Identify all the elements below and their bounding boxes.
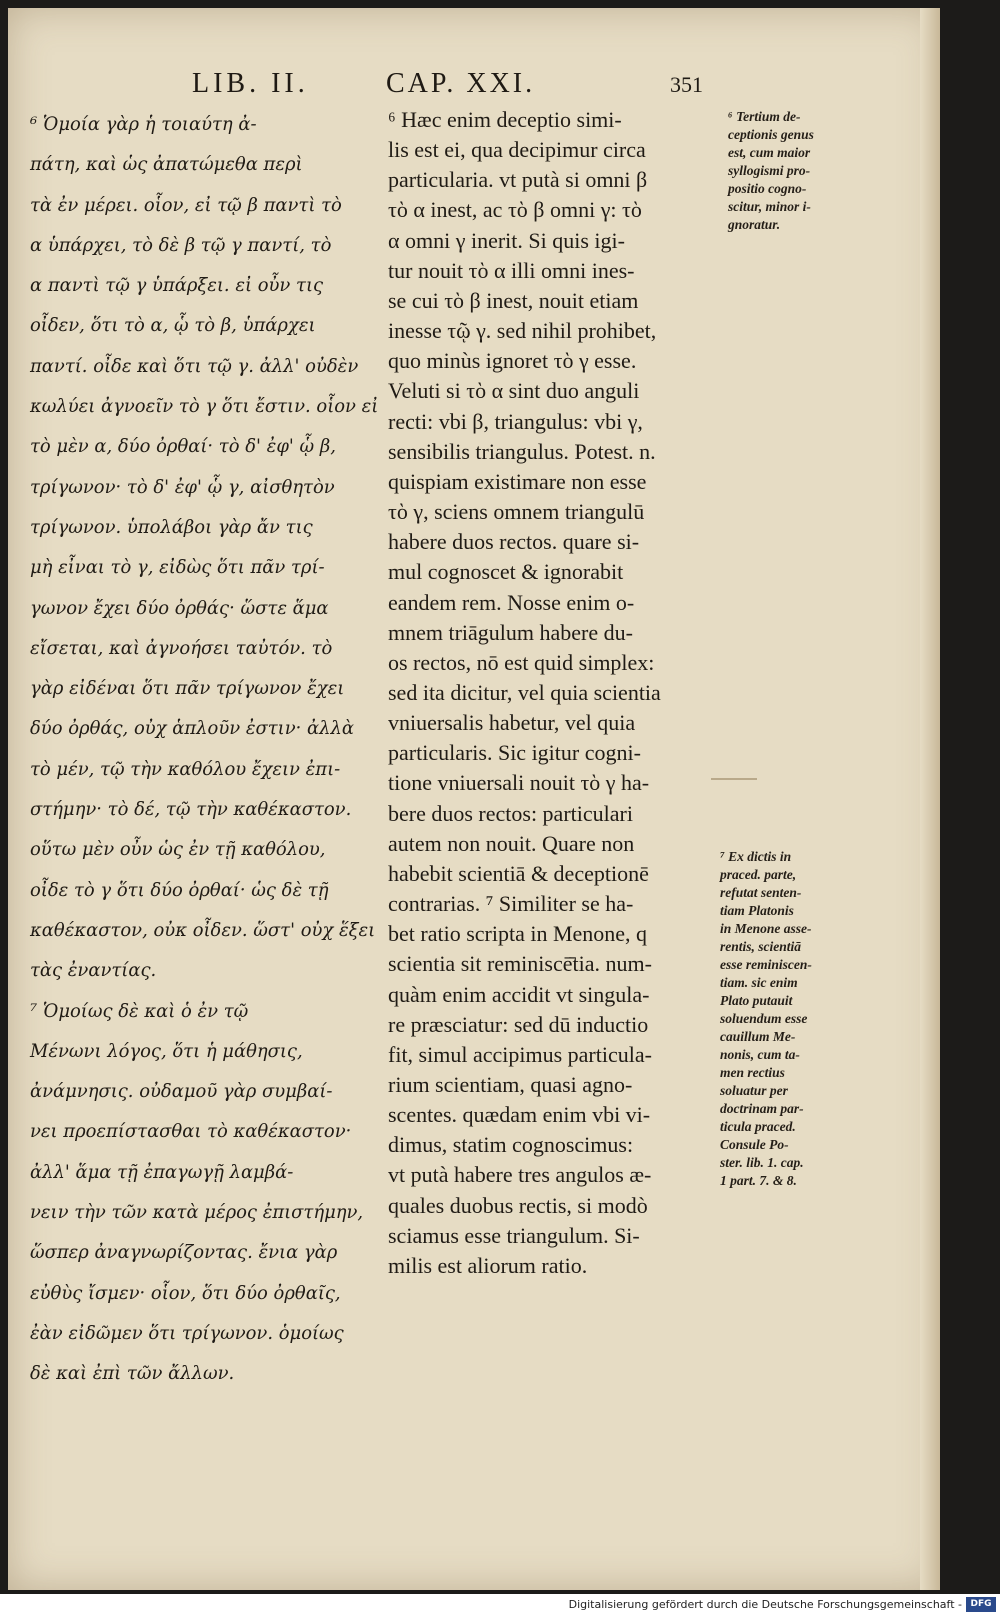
greek-text-line: ὥσπερ ἀναγνωρίζοντας. ἔνια γὰρ xyxy=(30,1242,338,1264)
latin-text-line: recti: vbi β, triangulus: vbi γ, xyxy=(388,408,643,434)
latin-text-line: scientia sit reminiscē̄tia. num- xyxy=(388,951,652,977)
greek-text-line: τὰ ἐν μέρει. οἷον, εἰ τῷ β παντὶ τὸ xyxy=(30,194,342,216)
margin-note-line: ceptionis genus xyxy=(728,127,814,142)
latin-text-line: quo minùs ignoret τὸ γ esse. xyxy=(388,348,637,374)
latin-text-line: habebit scientiā & deceptionē xyxy=(388,860,649,886)
margin-note-line: esse reminiscen- xyxy=(720,957,812,972)
latin-text-line: mul cognoscet & ignorabit xyxy=(388,559,624,585)
book-label: LIB. II. xyxy=(192,68,309,99)
latin-text-line: os rectos, nō est quid simplex: xyxy=(388,649,655,675)
greek-text-line: α παντὶ τῷ γ ὑπάρξει. εἰ οὖν τις xyxy=(30,275,324,297)
margin-note-line: refutat senten- xyxy=(720,885,802,900)
greek-text-line: γωνον ἔχει δύο ὀρθάς· ὥστε ἅμα xyxy=(30,597,329,619)
latin-text-line: dimus, statim cognoscimus: xyxy=(388,1132,634,1158)
footer-credit: Digitalisierung gefördert durch die Deutsche Forschungsgemeinschaft - xyxy=(568,1598,962,1611)
margin-note-line: positio cogno- xyxy=(728,181,807,196)
greek-text-line: δὲ καὶ ἐπὶ τῶν ἄλλων. xyxy=(30,1363,235,1385)
latin-text-line: habere duos rectos. quare si- xyxy=(388,529,640,555)
latin-text-line: Veluti si τὸ α sint duo anguli xyxy=(388,378,640,404)
greek-text-line: α ὑπάρχει, τὸ δὲ β τῷ γ παντί, τὸ xyxy=(30,234,332,256)
greek-text-line: τὸ μὲν α, δύο ὀρθαί· τὸ δ' ἐφ' ᾧ β, xyxy=(30,436,336,458)
margin-note-line: nonis, cum ta- xyxy=(720,1047,800,1062)
greek-text-line: κωλύει ἀγνοεῖν τὸ γ ὅτι ἔστιν. οἷον εἰ xyxy=(30,396,379,418)
digitization-footer xyxy=(0,1594,1000,1616)
latin-text-line: tione vniuersali nouit τὸ γ ha- xyxy=(388,770,650,796)
latin-text-line: fit, simul accipimus particula- xyxy=(388,1041,652,1067)
greek-text-line: πάτη, καὶ ὡς ἀπατώμεθα περὶ xyxy=(30,154,303,176)
greek-text-line: τρίγωνον· τὸ δ' ἐφ' ᾧ γ, αἰσθητὸν xyxy=(30,476,335,498)
latin-text-line: scentes. quædam enim vbi vi- xyxy=(388,1102,651,1128)
margin-note-line: tiam Platonis xyxy=(720,903,794,918)
greek-text-line: δύο ὀρθάς, οὐχ ἁπλοῦν ἐστιν· ἀλλὰ xyxy=(30,718,355,740)
greek-text-line: τὸ μέν, τῷ τὴν καθόλου ἔχειν ἐπι- xyxy=(30,758,341,780)
greek-text-line: ἐὰν εἰδῶμεν ὅτι τρίγωνον. ὁμοίως xyxy=(30,1322,344,1344)
latin-text-line: bet ratio scripta in Menone, q xyxy=(388,921,648,947)
latin-text-line: sed ita dicitur, vel quia scientia xyxy=(388,679,661,705)
latin-text-line: se cui τὸ β inest, nouit etiam xyxy=(388,287,639,313)
latin-text-line: contrarias. ⁷ Similiter se ha- xyxy=(388,891,634,917)
margin-note-line: gnoratur. xyxy=(728,217,781,232)
latin-text-line: bere duos rectos: particulari xyxy=(388,800,633,826)
latin-text-line: eandem rem. Nosse enim o- xyxy=(388,589,635,615)
latin-text-line: milis est aliorum ratio. xyxy=(388,1252,588,1278)
margin-note-line: Consule Po- xyxy=(720,1137,789,1152)
margin-note-line: soluatur per xyxy=(720,1083,788,1098)
margin-note-line: rentis, scientiā xyxy=(720,939,802,954)
greek-text-column xyxy=(30,105,379,1395)
margin-rule xyxy=(711,778,757,780)
latin-text-line: mnem triāgulum habere du- xyxy=(388,619,633,645)
greek-text-line: εἴσεται, καὶ ἀγνοήσει ταὐτόν. τὸ xyxy=(30,637,333,659)
latin-text-line: τὸ γ, sciens omnem triangulū xyxy=(388,499,645,525)
margin-note-line: tiam. sic enim xyxy=(720,975,798,990)
greek-text-line: οἶδεν, ὅτι τὸ α, ᾧ τὸ β, ὑπάρχει xyxy=(30,315,316,337)
latin-text-line: vniuersalis habetur, vel quia xyxy=(388,710,636,736)
greek-text-line: ⁶ Ὁμοία γὰρ ἡ τοιαύτη ἀ- xyxy=(30,114,257,135)
margin-note-6 xyxy=(728,108,858,234)
latin-text-line: inesse τῷ γ. sed nihil prohibet, xyxy=(388,318,657,344)
latin-text-line: sciamus esse triangulum. Si- xyxy=(388,1222,640,1248)
greek-text-line: τὰς ἐναντίας. xyxy=(30,960,157,982)
latin-text-line: α omni γ inerit. Si quis igi- xyxy=(388,227,625,253)
greek-text-line: γὰρ εἰδέναι ὅτι πᾶν τρίγωνον ἔχει xyxy=(30,678,345,700)
margin-note-line: cauillum Me- xyxy=(720,1029,796,1044)
greek-text-line: στήμην· τὸ δέ, τῷ τὴν καθέκαστον. xyxy=(30,799,352,821)
greek-text-line: νει προεπίστασθαι τὸ καθέκαστον· xyxy=(30,1121,352,1143)
latin-text-line: quales duobus rectis, si modò xyxy=(388,1192,648,1218)
margin-note-line: ⁶ Tertium de- xyxy=(728,109,801,124)
latin-text-line: vt putà habere tres angulos æ- xyxy=(388,1162,652,1188)
greek-text-line: ἀλλ' ἅμα τῇ ἐπαγωγῇ λαμβά- xyxy=(30,1161,294,1183)
margin-note-line: ticula praced. xyxy=(720,1119,796,1134)
margin-note-line: doctrinam par- xyxy=(720,1101,804,1116)
latin-text-line: particularis. Sic igitur cogni- xyxy=(388,740,641,766)
latin-text-column xyxy=(388,105,728,1281)
greek-text-line: ἀνάμνησις. οὐδαμοῦ γὰρ συμβαί- xyxy=(30,1081,333,1103)
latin-text-line: quàm enim accidit vt singula- xyxy=(388,981,650,1007)
margin-note-line: scitur, minor i- xyxy=(728,199,811,214)
latin-text-line: tur nouit τὸ α illi omni ines- xyxy=(388,257,635,283)
latin-text-line: τὸ α inest, ac τὸ β omni γ: τὸ xyxy=(388,197,642,223)
page-number: 351 xyxy=(670,72,703,97)
latin-text-line: ⁶ Hæc enim deceptio simi- xyxy=(388,107,622,132)
latin-text-line: lis est ei, qua decipimur circa xyxy=(388,137,646,163)
latin-text-line: sensibilis triangulus. Potest. n. xyxy=(388,438,656,464)
margin-note-7 xyxy=(720,848,850,1190)
margin-note-line: soluendum esse xyxy=(720,1011,808,1026)
greek-text-line: παντί. οἶδε καὶ ὅτι τῷ γ. ἀλλ' οὐδὲν xyxy=(30,355,359,377)
margin-note-line: est, cum maior xyxy=(728,145,811,160)
greek-text-line: οὕτω μὲν οὖν ὡς ἐν τῇ καθόλου, xyxy=(30,839,326,861)
book-page xyxy=(8,8,940,1590)
latin-text-line: autem non nouit. Quare non xyxy=(388,830,635,856)
greek-text-line: νειν τὴν τῶν κατὰ μέρος ἐπιστήμην, xyxy=(30,1202,364,1224)
greek-text-line: οἶδε τὸ γ ὅτι δύο ὀρθαί· ὡς δὲ τῇ xyxy=(30,879,329,901)
greek-text-line: ⁷ Ὁμοίως δὲ καὶ ὁ ἐν τῷ xyxy=(30,1000,249,1022)
margin-note-line: syllogismi pro- xyxy=(728,163,811,178)
greek-text-line: τρίγωνον. ὑπολάβοι γὰρ ἄν τις xyxy=(30,516,313,538)
margin-note-line: men rectius xyxy=(720,1065,785,1080)
latin-text-line: particularia. vt putà si omni β xyxy=(388,167,648,193)
latin-text-line: rium scientiam, quasi agno- xyxy=(388,1072,633,1097)
dfg-logo: DFG xyxy=(966,1597,996,1612)
latin-text-line: re præsciatur: sed dū inductio xyxy=(388,1011,649,1037)
greek-text-line: Μένωνι λόγος, ὅτι ἡ μάθησις, xyxy=(30,1040,303,1062)
margin-note-line: in Menone asse- xyxy=(720,921,812,936)
chapter-label: CAP. XXI. xyxy=(386,68,536,99)
margin-note-line: ⁷ Ex dictis in xyxy=(720,849,792,864)
greek-text-line: εὐθὺς ἴσμεν· οἷον, ὅτι δύο ὀρθαῖς, xyxy=(30,1282,341,1304)
greek-text-line: καθέκαστον, οὐκ οἶδεν. ὥστ' οὐχ ἕξει xyxy=(30,919,376,941)
page-gutter xyxy=(920,8,940,1590)
margin-note-line: 1 part. 7. & 8. xyxy=(720,1173,797,1188)
running-header xyxy=(8,68,940,104)
margin-note-line: ster. lib. 1. cap. xyxy=(720,1155,804,1170)
margin-note-line: praced. parte, xyxy=(720,867,797,882)
latin-text-line: quispiam existimare non esse xyxy=(388,468,647,494)
margin-note-line: Plato putauit xyxy=(720,993,793,1008)
greek-text-line: μὴ εἶναι τὸ γ, εἰδὼς ὅτι πᾶν τρί- xyxy=(30,557,325,579)
